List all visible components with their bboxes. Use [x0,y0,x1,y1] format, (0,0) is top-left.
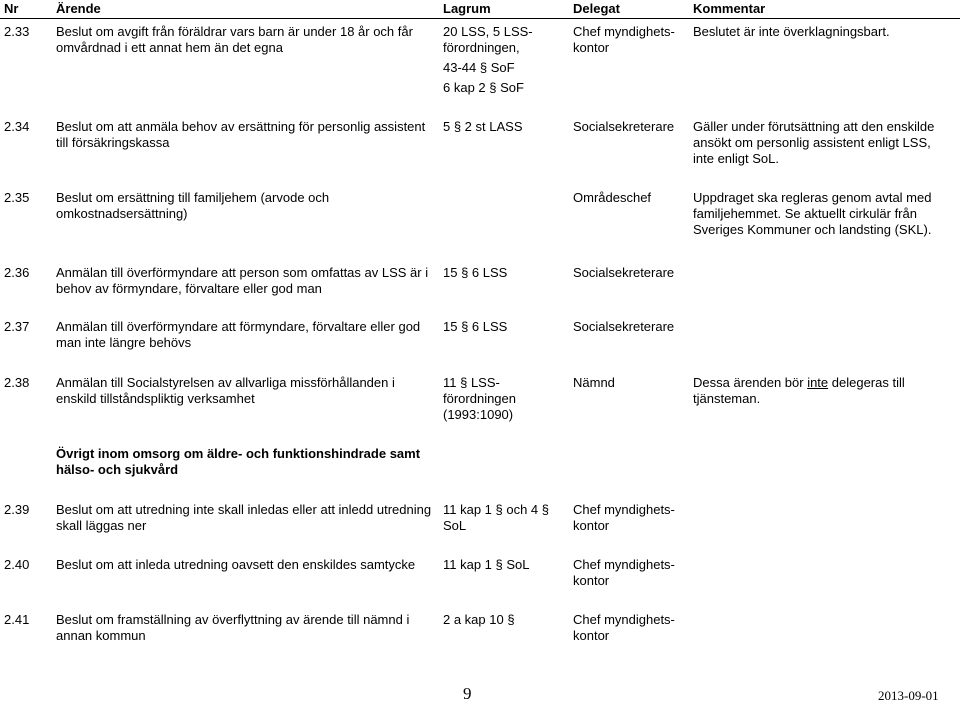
row-arende [56,557,415,573]
kommentar-text: Dessa ärenden bör [693,375,808,390]
row-arende-line: Beslut om att anmäla behov av ersättning för personlig assistent [56,119,426,134]
row-lagrum-line: 15 § 6 LSS [443,319,508,334]
row-nr: 2.35 [4,190,30,205]
row-lagrum-line: 43-44 § SoF [443,60,515,75]
row-lagrum-line: förordningen [443,391,516,406]
row-arende [56,24,413,56]
row-lagrum [443,375,516,423]
row-lagrum [443,612,515,628]
section-title [56,446,420,478]
row-kommentar-line: Beslutet är inte överklagningsbart. [693,24,890,39]
header-lagrum: Lagrum [443,1,491,16]
row-nr: 2.37 [4,319,30,334]
row-arende [56,502,431,534]
row-arende [56,375,395,407]
row-arende-line: Beslut om att utredning inte skall inledas eller att inledd utredning [56,502,432,517]
row-lagrum-line: SoL [443,518,467,533]
row-kommentar [693,375,905,407]
row-arende-line: skall läggas ner [56,518,147,533]
row-lagrum-line: 5 § 2 st LASS [443,119,523,134]
row-delegat [573,502,675,534]
row-delegat-line: kontor [573,573,610,588]
row-arende-line: man inte längre behövs [56,335,192,350]
row-delegat-line: Chef myndighets- [573,502,675,517]
header-nr: Nr [4,1,19,16]
row-kommentar [693,119,934,167]
row-delegat-line: Chef myndighets- [573,24,675,39]
row-arende-line: Beslut om avgift från föräldrar vars barn är under 18 år och får [56,24,413,39]
header-kommentar: Kommentar [693,1,766,16]
row-lagrum [443,119,523,135]
row-delegat-line: Chef myndighets- [573,557,675,572]
row-delegat [573,190,651,206]
row-lagrum [443,24,533,96]
row-nr: 2.41 [4,612,30,627]
row-lagrum-line: 15 § 6 LSS [443,265,508,280]
row-nr: 2.38 [4,375,30,390]
page-number: 9 [463,684,472,703]
row-lagrum [443,265,507,281]
row-arende [56,265,428,297]
row-kommentar-line: ansökt om personlig assistent enligt LSS, [693,135,931,150]
row-arende [56,119,425,151]
row-lagrum-line: 20 LSS, 5 LSS- [443,24,533,39]
row-kommentar-line [693,375,905,391]
row-lagrum [443,319,507,335]
row-arende-line: Anmälan till överförmyndare att förmyndare, förvaltare eller god [56,319,421,334]
row-delegat-line: Områdeschef [573,190,652,205]
row-delegat [573,24,675,56]
row-arende-line: Beslut om framställning av överflyttning av ärende till nämnd i [56,612,410,627]
row-nr: 2.33 [4,24,30,39]
footer-date: 2013-09-01 [878,688,939,703]
row-arende-line: Beslut om att inleda utredning oavsett den enskildes samtycke [56,557,416,572]
row-delegat-line: kontor [573,40,610,55]
row-arende-line: enskild tillståndspliktig verksamhet [56,391,255,406]
row-delegat [573,375,615,391]
row-lagrum-line: 11 § LSS- [443,375,500,390]
section-title-line: Övrigt inom omsorg om äldre- och funktionshindrade samt [56,446,421,461]
row-lagrum [443,502,549,534]
row-lagrum-line: 11 kap 1 § och 4 § [443,502,550,517]
row-delegat [573,557,675,589]
row-kommentar-line: familjehemmet. Se aktuellt cirkulär från [693,206,917,221]
row-delegat-line: Socialsekreterare [573,265,675,280]
row-kommentar-line: inte enligt SoL. [693,151,780,166]
row-arende-line: till försäkringskassa [56,135,170,150]
row-kommentar-line: tjänsteman. [693,391,761,406]
row-nr: 2.36 [4,265,30,280]
row-arende-line: omkostnadsersättning) [56,206,188,221]
row-kommentar-line: Sveriges Kommuner och landsting (SKL). [693,222,932,237]
row-lagrum-line: 6 kap 2 § SoF [443,80,524,95]
row-lagrum-line: (1993:1090) [443,407,514,422]
row-kommentar-line: Uppdraget ska regleras genom avtal med [693,190,932,205]
row-nr: 2.39 [4,502,30,517]
row-delegat-line: Socialsekreterare [573,119,675,134]
row-lagrum-line: förordningen, [443,40,520,55]
row-arende-line: annan kommun [56,628,146,643]
row-kommentar [693,24,890,40]
row-arende [56,612,409,644]
row-delegat-line: kontor [573,628,610,643]
row-lagrum-line: 11 kap 1 § SoL [443,557,530,572]
header-delegat: Delegat [573,1,620,16]
row-arende-line: Beslut om ersättning till familjehem (arvode och [56,190,330,205]
row-delegat [573,319,674,335]
section-title-line: hälso- och sjukvård [56,462,179,477]
kommentar-text: delegeras till [828,375,905,390]
row-nr: 2.40 [4,557,30,572]
row-arende-line: Anmälan till Socialstyrelsen av allvarliga missförhållanden i [56,375,395,390]
row-delegat-line: Socialsekreterare [573,319,675,334]
row-delegat [573,612,675,644]
row-delegat-line: kontor [573,518,610,533]
row-arende [56,319,420,351]
row-delegat-line: Chef myndighets- [573,612,675,627]
kommentar-underlined: inte [807,375,829,390]
row-arende-line: Anmälan till överförmyndare att person som omfattas av LSS är i [56,265,429,280]
row-nr: 2.34 [4,119,30,134]
row-delegat [573,265,674,281]
header-arende: Ärende [56,1,101,16]
row-kommentar-line: Gäller under förutsättning att den enskilde [693,119,935,134]
row-lagrum [443,557,530,573]
row-arende [56,190,329,222]
row-arende-line: behov av förmyndare, förvaltare eller god man [56,281,322,296]
row-arende-line: omvårdnad i ett annat hem än det egna [56,40,283,55]
row-lagrum-line: 2 a kap 10 § [443,612,515,627]
row-kommentar [693,190,931,238]
row-delegat [573,119,674,135]
row-delegat-line: Nämnd [573,375,615,390]
